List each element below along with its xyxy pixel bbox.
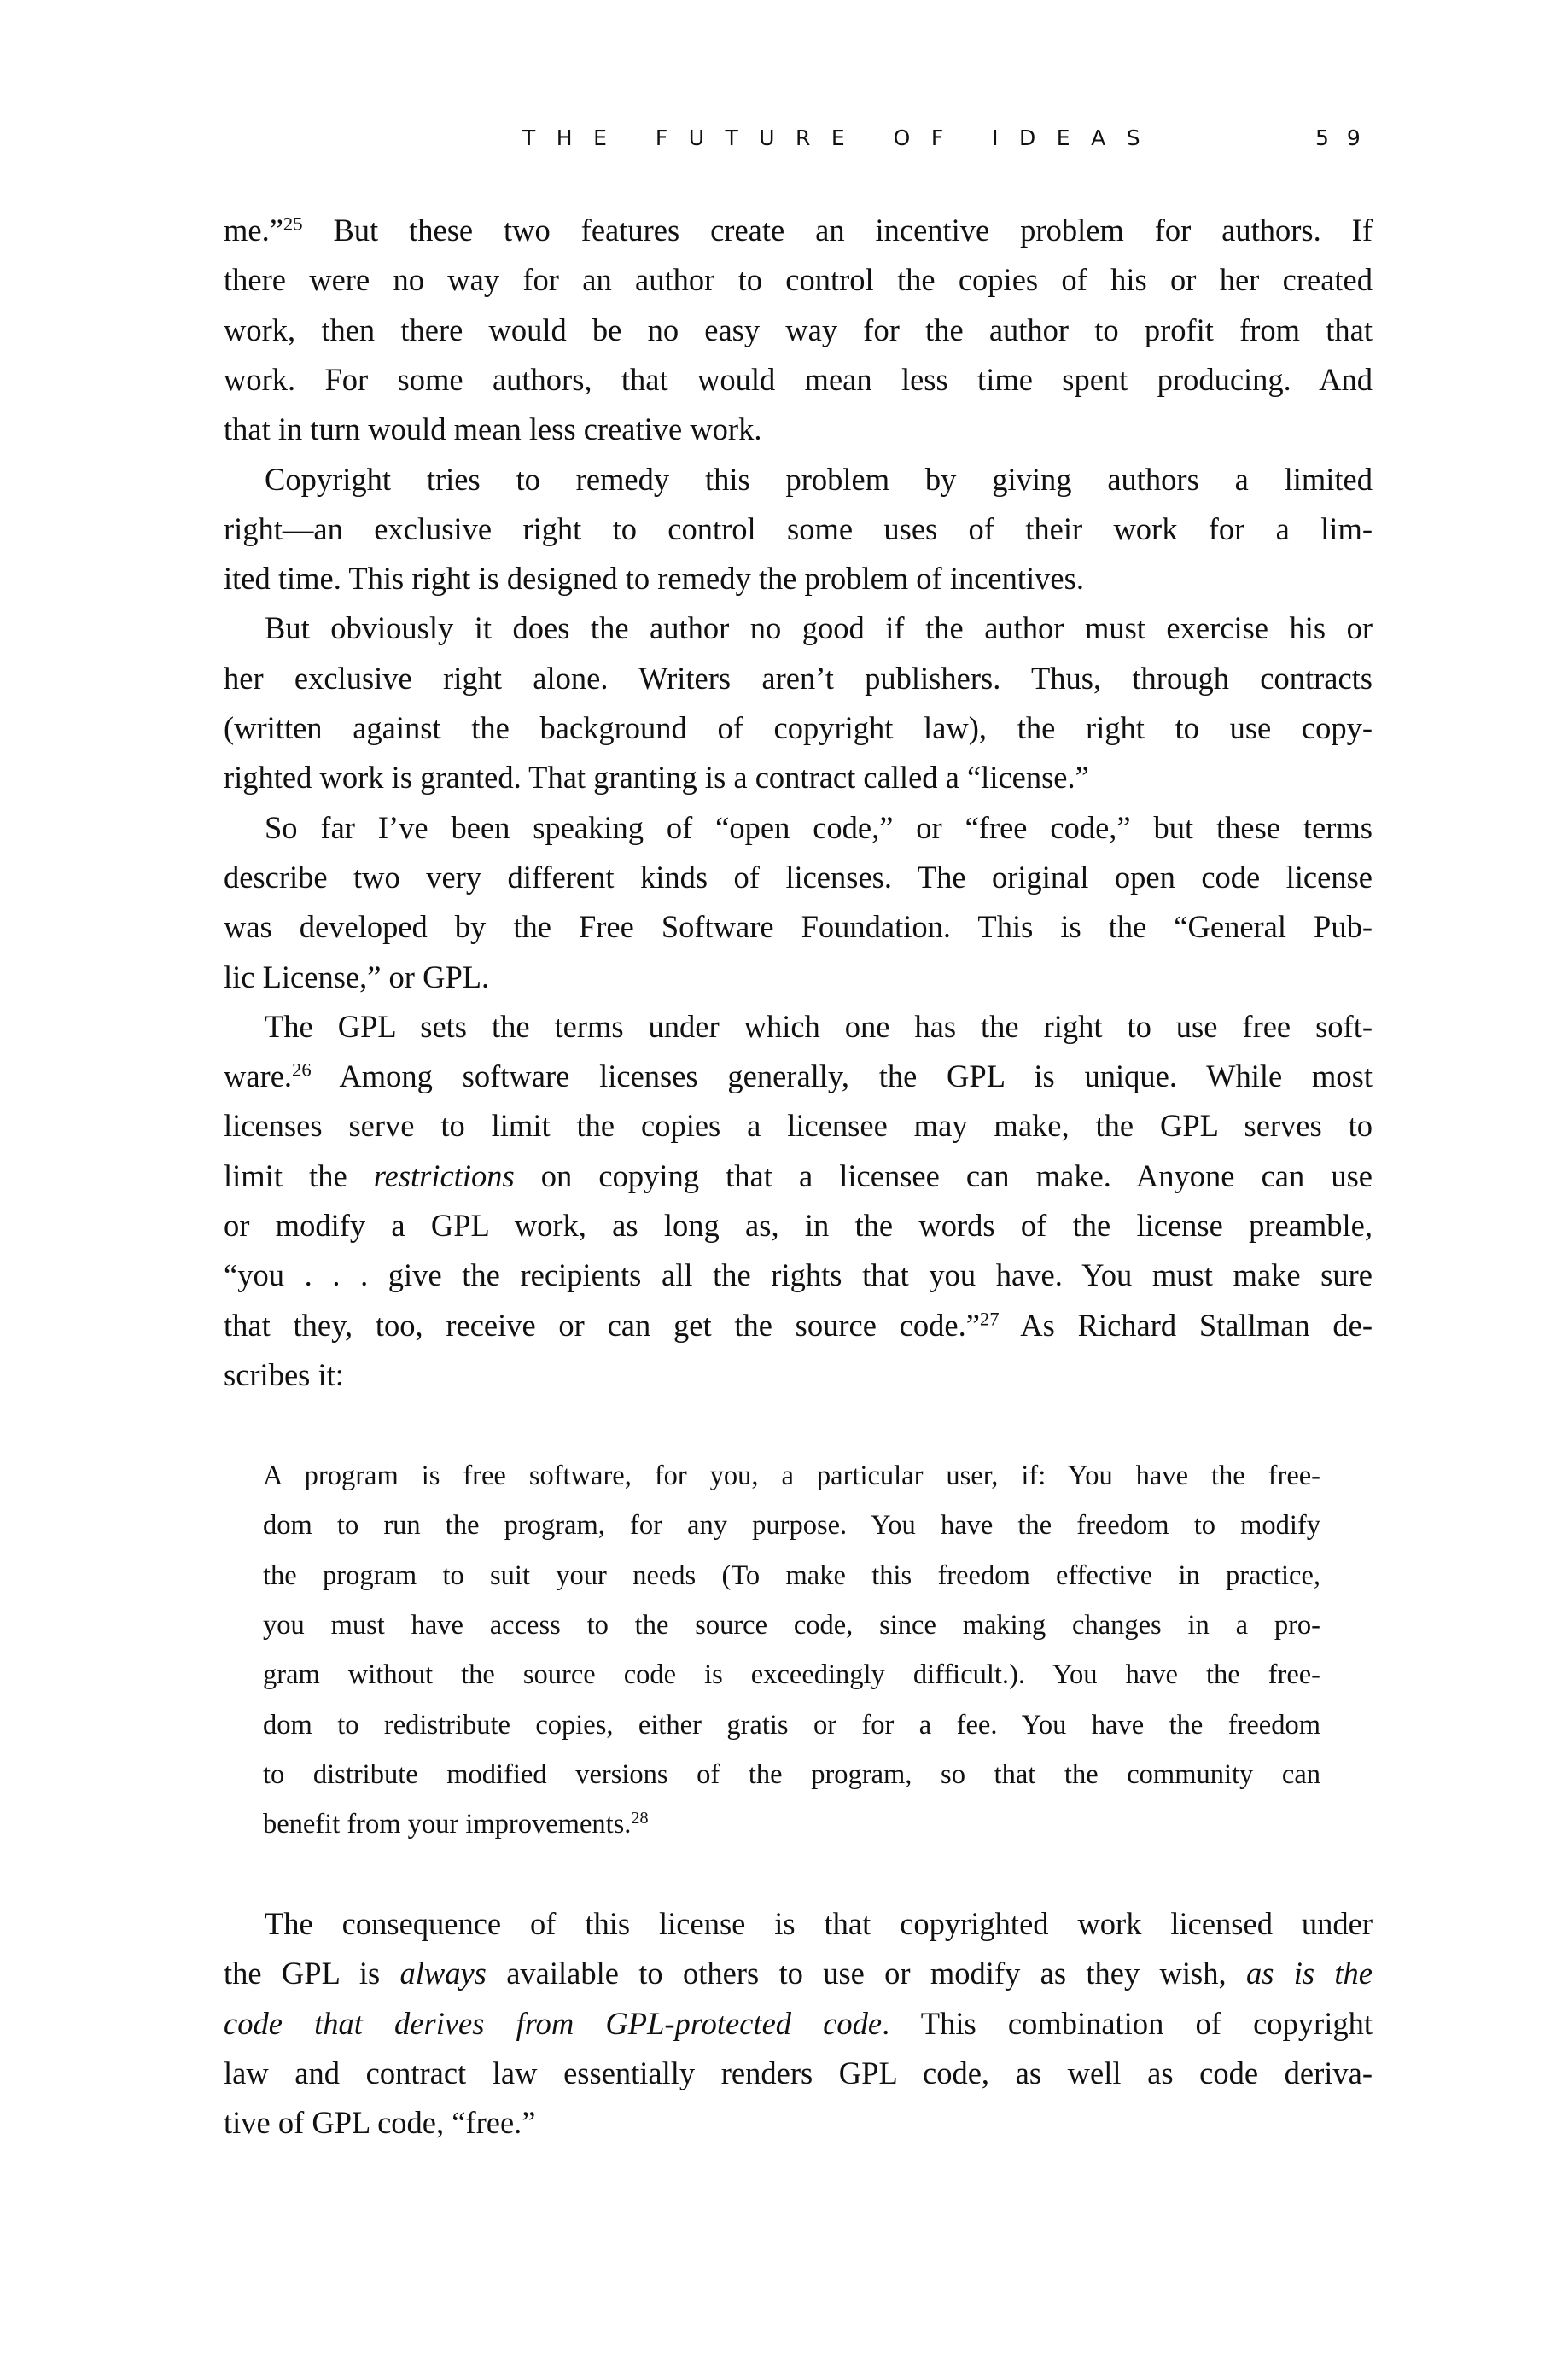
text-line [263, 1799, 1320, 1849]
footnote-reference: 27 [979, 1308, 1000, 1330]
text-run: dom to redistribute copies, either gratis or for a fee. You have the freedom [263, 1709, 1320, 1740]
text-line [224, 654, 1373, 703]
text-line [224, 1350, 1373, 1400]
text-run: The consequence of this license is that copyrighted work licensed under [265, 1906, 1373, 1941]
text-run: right—an exclusive right to control some uses of their work for a lim- [224, 510, 1373, 546]
footnote-reference: 28 [631, 1809, 649, 1828]
text-line [224, 1949, 1373, 1998]
text-line [224, 306, 1373, 355]
text-line [263, 1501, 1320, 1550]
italic-text: always [399, 1956, 487, 1991]
text-line [224, 455, 1373, 504]
text-run: her exclusive right alone. Writers aren’t publishers. Thus, through contracts [224, 660, 1373, 696]
text-line [224, 753, 1373, 802]
text-run: or modify a GPL work, as long as, in the words of the license preamble, [224, 1208, 1373, 1243]
text-run: the program to suit your needs (To make this freedom effective in practice, [263, 1560, 1320, 1591]
italic-text: as is the [1245, 1956, 1373, 1991]
text-run: ited time. This right is designed to remedy the problem of incentives. [224, 561, 1084, 597]
text-run: limit the [224, 1157, 374, 1193]
text-run: scribes it: [224, 1356, 344, 1392]
text-line [224, 853, 1373, 902]
text-run: A program is free software, for you, a particular user, if: You have the free- [263, 1461, 1320, 1491]
text-run: work, then there would be no easy way for the author to profit from that [224, 312, 1373, 347]
text-line [224, 1152, 1373, 1201]
text-line [224, 902, 1373, 952]
text-line [224, 405, 1373, 454]
text-run: available to others to use or modify as they wish, [486, 1956, 1246, 1991]
text-run: work. For some authors, that would mean less time spent producing. And [224, 361, 1373, 397]
text-line [224, 703, 1373, 753]
text-line [263, 1600, 1320, 1650]
text-run: righted work is granted. That granting is a contract called a “license.” [224, 760, 1089, 796]
text-line [224, 1899, 1373, 1949]
text-run: dom to run the program, for any purpose. You have the freedom to modify [263, 1510, 1320, 1542]
text-line [263, 1700, 1320, 1750]
text-line [263, 1750, 1320, 1799]
text-run: Among software licenses generally, the GPL is unique. While most [311, 1058, 1373, 1094]
text-line [224, 1052, 1373, 1101]
text-line [224, 2049, 1373, 2098]
page-number: 59 [1315, 125, 1379, 150]
text-run: “you . . . give the recipients all the rights that you have. You must make sure [224, 1257, 1373, 1293]
text-line [224, 2098, 1373, 2148]
text-line [263, 1650, 1320, 1700]
text-run: As Richard Stallman de- [999, 1307, 1373, 1343]
text-run: to distribute modified versions of the program, so that the community can [263, 1758, 1320, 1790]
text-run: (written against the background of copyright law), the right to use copy- [224, 710, 1373, 745]
text-run: licenses serve to limit the copies a licensee may make, the GPL serves to [224, 1108, 1373, 1144]
text-run: ware. [224, 1058, 293, 1094]
text-run: So far I’ve been speaking of “open code,” or “free code,” but these terms [265, 809, 1373, 845]
text-line [224, 255, 1373, 305]
text-run: that they, too, receive or can get the source code.” [224, 1307, 980, 1343]
footnote-reference: 26 [292, 1058, 312, 1081]
running-head-title: THE FUTURE OF IDEAS [522, 125, 1162, 150]
text-line [224, 1201, 1373, 1251]
text-run: But obviously it does the author no good if the author must exercise his or [265, 610, 1373, 646]
text-run: the GPL is [224, 1956, 400, 1991]
text-line [224, 603, 1373, 653]
text-line [224, 1002, 1373, 1052]
text-line [224, 1101, 1373, 1151]
text-line [224, 554, 1373, 603]
text-run: . This combination of copyright [882, 2005, 1373, 2041]
text-run: was developed by the Free Software Foundation. This is the “General Pub- [224, 909, 1373, 945]
text-line [224, 1999, 1373, 2049]
text-line [224, 206, 1373, 255]
text-run: that in turn would mean less creative work. [224, 411, 762, 447]
text-run: on copying that a licensee can make. Anyone can use [514, 1157, 1373, 1193]
text-run: But these two features create an incentive problem for authors. If [302, 213, 1373, 248]
text-run: describe two very different kinds of licenses. The original open code license [224, 859, 1373, 895]
text-run: Copyright tries to remedy this problem by giving authors a limited [265, 461, 1373, 497]
text-run: there were no way for an author to control the copies of his or her created [224, 262, 1373, 298]
text-run: law and contract law essentially renders GPL code, as well as code deriva- [224, 2055, 1373, 2090]
text-line [224, 1251, 1373, 1300]
text-line [263, 1451, 1320, 1501]
text-run: me.” [224, 213, 283, 248]
text-run: lic License,” or GPL. [224, 959, 490, 994]
italic-text: code that derives from GPL-protected code [224, 2005, 883, 2041]
text-line [224, 355, 1373, 405]
text-run: tive of GPL code, “free.” [224, 2105, 536, 2141]
text-run: you must have access to the source code, since making changes in a pro- [263, 1609, 1320, 1641]
text-line [224, 803, 1373, 853]
text-line [224, 504, 1373, 554]
text-run: benefit from your improvements. [263, 1809, 632, 1840]
footnote-reference: 25 [283, 213, 303, 235]
text-line [224, 1301, 1373, 1350]
text-line [263, 1551, 1320, 1600]
text-line [224, 953, 1373, 1002]
text-run: gram without the source code is exceedingly difficult.). You have the free- [263, 1659, 1320, 1691]
text-run: The GPL sets the terms under which one has the right to use free soft- [265, 1008, 1373, 1044]
italic-text: restrictions [373, 1157, 515, 1193]
